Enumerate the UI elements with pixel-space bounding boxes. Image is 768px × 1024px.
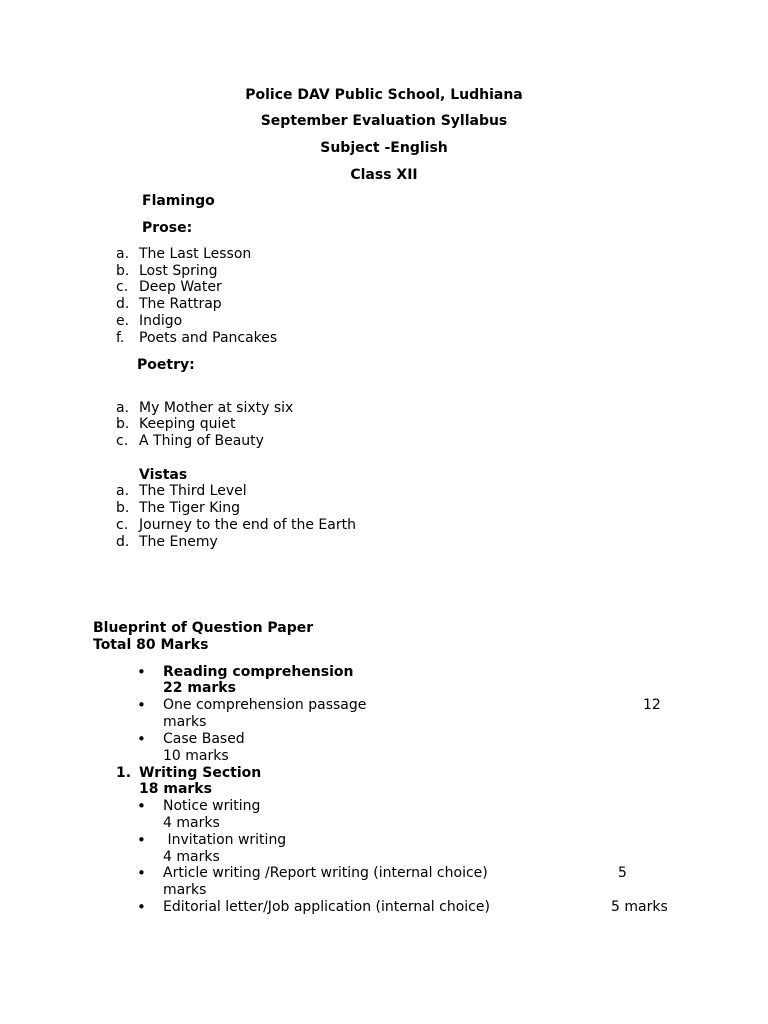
reading-heading: Reading comprehension bbox=[163, 664, 354, 680]
list-item-text: Notice writing bbox=[163, 798, 261, 814]
flamingo-heading: Flamingo bbox=[142, 193, 215, 209]
bullet-icon: • bbox=[137, 831, 146, 849]
list-item-marks-wrap: 4 marks bbox=[163, 849, 220, 865]
list-item-text: Keeping quiet bbox=[139, 416, 236, 432]
list-marker: d. bbox=[116, 534, 130, 550]
total-marks: Total 80 Marks bbox=[93, 637, 209, 653]
list-marker: b. bbox=[116, 500, 130, 516]
list-item-text: One comprehension passage bbox=[163, 697, 367, 713]
list-item-text: Poets and Pancakes bbox=[139, 330, 278, 346]
list-marker: a. bbox=[116, 400, 130, 416]
list-item-text: My Mother at sixty six bbox=[139, 400, 294, 416]
list-item-marks: 12 bbox=[643, 697, 661, 713]
list-marker: d. bbox=[116, 296, 130, 312]
list-item-marks: 5 bbox=[618, 865, 627, 881]
list-item-text: Case Based bbox=[163, 731, 245, 747]
bullet-icon: • bbox=[137, 696, 146, 714]
list-item-marks-wrap: marks bbox=[163, 714, 207, 730]
blueprint-title: Blueprint of Question Paper bbox=[93, 620, 314, 636]
list-item-text: Editorial letter/Job application (internal choice) bbox=[163, 899, 490, 915]
writing-number: 1. bbox=[116, 765, 132, 781]
list-item-text: The Rattrap bbox=[139, 296, 222, 312]
list-item-text: Invitation writing bbox=[163, 832, 287, 848]
bullet-icon: • bbox=[137, 898, 146, 916]
list-marker: c. bbox=[116, 517, 129, 533]
list-marker: c. bbox=[116, 433, 129, 449]
prose-heading: Prose: bbox=[142, 220, 193, 236]
bullet-icon: • bbox=[137, 797, 146, 815]
list-item-text: The Tiger King bbox=[139, 500, 241, 516]
list-item-text: Lost Spring bbox=[139, 263, 218, 279]
list-marker: e. bbox=[116, 313, 130, 329]
list-item-text: Article writing /Report writing (internal choice) bbox=[163, 865, 488, 881]
list-marker: c. bbox=[116, 279, 129, 295]
list-item-text: Journey to the end of the Earth bbox=[139, 517, 356, 533]
list-item-text: A Thing of Beauty bbox=[139, 433, 264, 449]
list-item-text: Indigo bbox=[139, 313, 183, 329]
list-marker: a. bbox=[116, 246, 130, 262]
bullet-icon: • bbox=[137, 864, 146, 882]
writing-heading: Writing Section bbox=[139, 765, 262, 781]
class-title: Class XII bbox=[350, 167, 418, 183]
list-item-marks-wrap: 10 marks bbox=[163, 748, 229, 764]
syllabus-title: September Evaluation Syllabus bbox=[260, 113, 508, 129]
list-item-text: The Last Lesson bbox=[139, 246, 252, 262]
subject-title: Subject -English bbox=[320, 140, 448, 156]
reading-marks: 22 marks bbox=[163, 680, 236, 696]
list-item-marks-wrap: marks bbox=[163, 882, 207, 898]
bullet-icon: • bbox=[137, 730, 146, 748]
poetry-heading: Poetry: bbox=[137, 357, 195, 373]
list-item-text: Deep Water bbox=[139, 279, 222, 295]
list-marker: b. bbox=[116, 416, 130, 432]
list-marker: b. bbox=[116, 263, 130, 279]
list-item-text: The Third Level bbox=[139, 483, 247, 499]
list-item-marks: 5 marks bbox=[611, 899, 668, 915]
list-marker: f. bbox=[116, 330, 125, 346]
list-marker: a. bbox=[116, 483, 130, 499]
vistas-heading: Vistas bbox=[139, 467, 188, 483]
writing-marks: 18 marks bbox=[139, 781, 212, 797]
list-item-marks-wrap: 4 marks bbox=[163, 815, 220, 831]
school-name: Police DAV Public School, Ludhiana bbox=[245, 87, 523, 103]
list-item-text: The Enemy bbox=[139, 534, 218, 550]
bullet-icon: • bbox=[137, 663, 146, 681]
